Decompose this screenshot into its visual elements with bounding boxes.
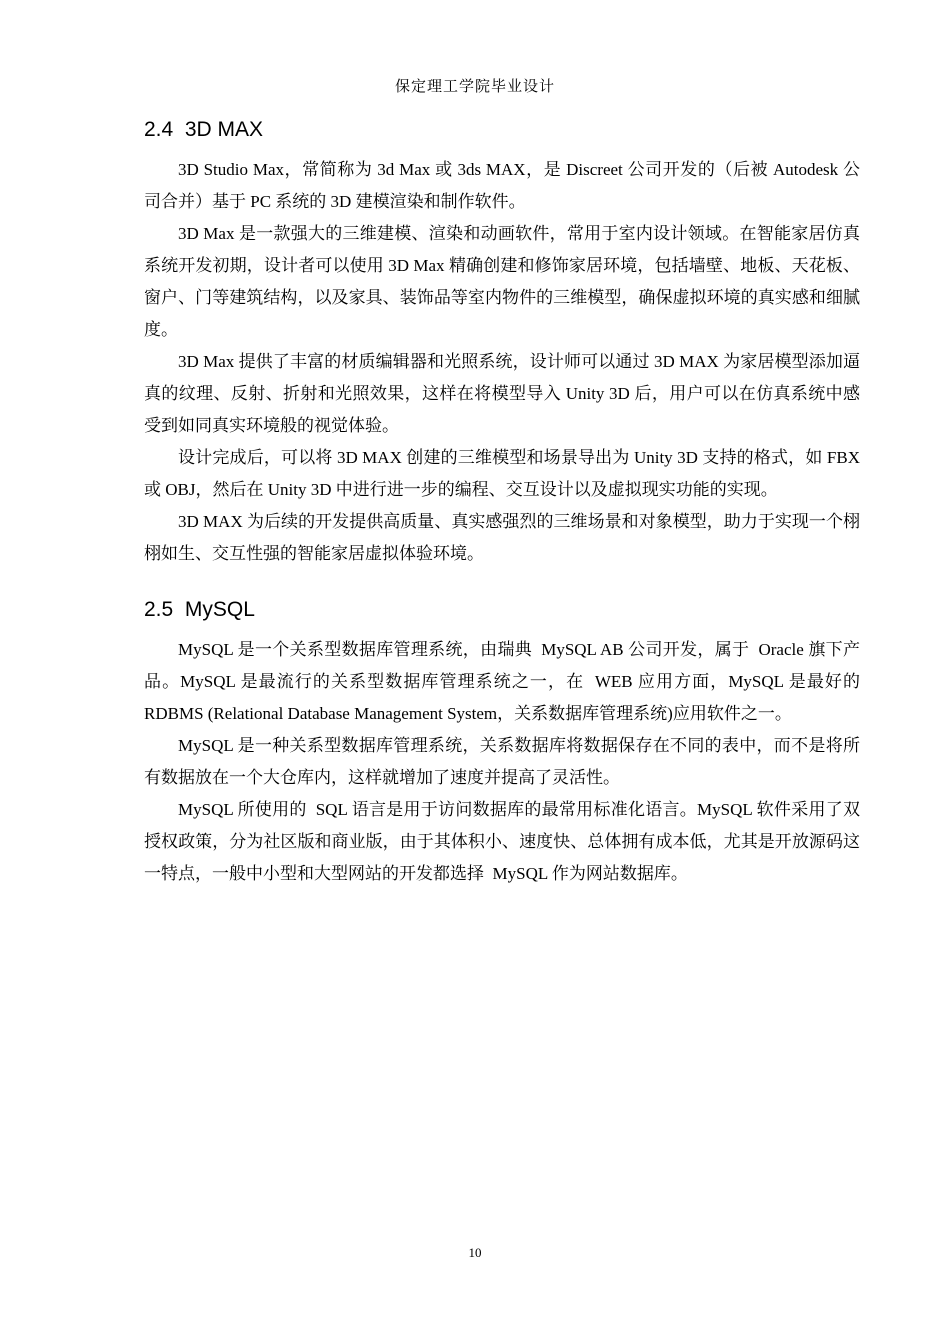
page-number: 10 <box>468 1245 482 1260</box>
section-heading: 2.5 MySQL <box>144 598 255 621</box>
paragraph: MySQL 是一个关系型数据库管理系统，由瑞典 MySQL AB 公司开发，属于 Oracle 旗下产品。MySQL 是最流行的关系型数据库管理系统之一，在 WEB 应用方面，MySQL 是最好的 RDBMS (Relational Database Management System，关系数据库管理系统)应用软件之一。 <box>144 640 865 723</box>
page-header: 保定理工学院毕业设计 <box>394 79 555 95</box>
paragraph: MySQL 是一种关系型数据库管理系统，关系数据库将数据保存在不同的表中，而不是将所有数据放在一个大仓库内，这样就增加了速度并提高了灵活性。 <box>144 736 860 787</box>
paragraph: 3D Max 是一款强大的三维建模、渲染和动画软件，常用于室内设计领域。在智能家居仿真系统开发初期，设计者可以使用 3D Max 精确创建和修饰家居环境，包括墙壁、地板、天花板、窗户、门等建筑结构，以及家具、装饰品等室内物件的三维模型，确保虚拟环境的真实感和细腻度。 <box>144 224 860 339</box>
paragraph: 3D Studio Max，常简称为 3d Max 或 3ds MAX，是 Discreet 公司开发的（后被 Autodesk 公司合并）基于 PC 系统的 3D 建模渲染和制作软件。 <box>144 160 860 211</box>
paragraph: 3D MAX 为后续的开发提供高质量、真实感强烈的三维场景和对象模型，助力于实现一个栩栩如生、交互性强的智能家居虚拟体验环境。 <box>144 512 860 563</box>
document-body <box>144 112 865 890</box>
paragraph: 3D Max 提供了丰富的材质编辑器和光照系统，设计师可以通过 3D MAX 为家居模型添加逼真的纹理、反射、折射和光照效果，这样在将模型导入 Unity 3D 后，用户可以在仿真系统中感受到如同真实环境般的视觉体验。 <box>144 352 860 435</box>
section-mysql <box>144 592 865 890</box>
paragraph: 设计完成后，可以将 3D MAX 创建的三维模型和场景导出为 Unity 3D 支持的格式，如 FBX 或 OBJ，然后在 Unity 3D 中进行进一步的编程、交互设计以及虚拟现实功能的实现。 <box>144 448 865 499</box>
section-3d-max <box>144 112 865 570</box>
paragraph: MySQL 所使用的 SQL 语言是用于访问数据库的最常用标准化语言。MySQL 软件采用了双授权政策，分为社区版和商业版，由于其体积小、速度快、总体拥有成本低，尤其是开放源码这一特点，一般中小型和大型网站的开发都选择 MySQL 作为网站数据库。 <box>144 800 860 883</box>
section-heading: 2.4 3D MAX <box>144 118 264 141</box>
